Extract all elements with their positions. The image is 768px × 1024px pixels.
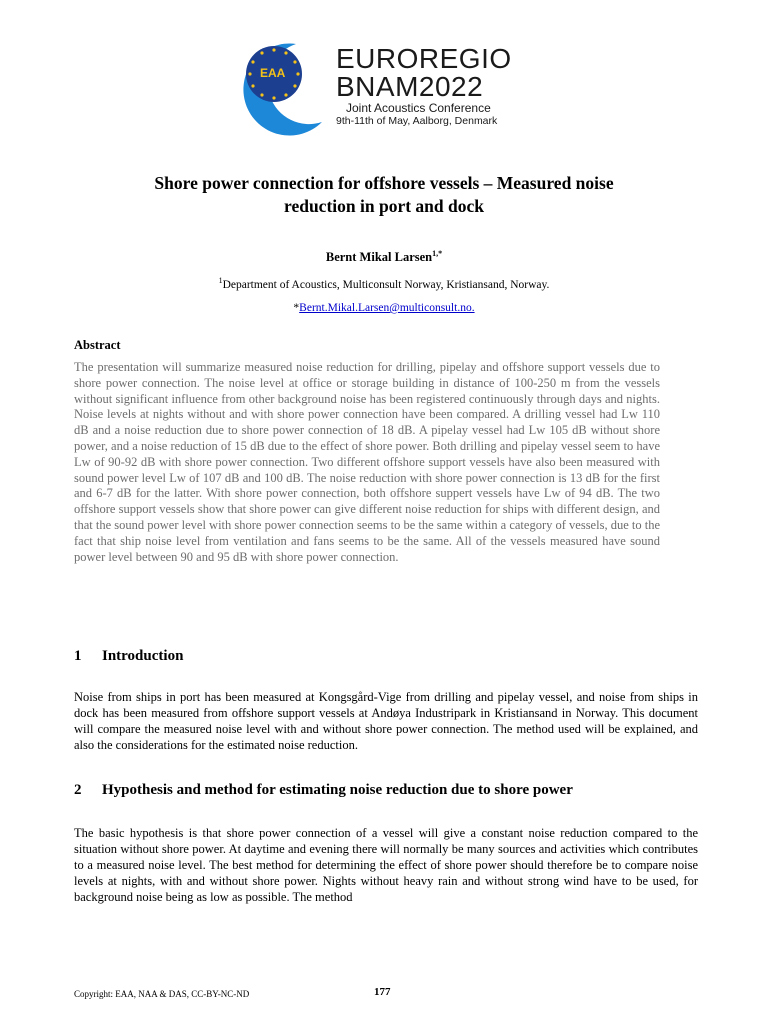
- abstract-text: The presentation will summarize measured noise reduction for drilling, pipelay and offshore support vessels due to shore power connection. The noise level at office or storage building in distance of 100-250 m from the vessels without significant influence from other background noise has been registered continuously through days and nights. Noise levels at nights without and with shore power connection have been compared. A drilling vessel had Lw 110 dB and a noise reduction due to shore power connection of 18 dB. A pipelay vessel had Lw 105 dB without shore power, and a noise reduction of 15 dB due to the effect of shore power. Both drilling and pipelay vessel seem to have Lw of 90-92 dB with shore power connection. Two different offshore support vessels have also been measured with sound power level Lw of 107 dB and 100 dB. The noise reduction with shore power connection is 13 dB for the first and 6-7 dB for the latter. With shore power connection, both offshore suppert vessels have Lw of 94 dB. The two offshore support vessels show that shore power can give different noise reduction for ships with different design, and that the sound power level with shore power connection seems to be the same within a category of vessels, due to the fact that ship noise level from ventilation and fans seems to be the same. All of the vessels measured have sound power level between 90 and 95 dB with shore power connection.: [74, 360, 660, 564]
- logo-line-4: 9th-11th of May, Aalborg, Denmark: [336, 115, 498, 127]
- logo-emblem-icon: [236, 40, 336, 136]
- logo-line-3: Joint Acoustics Conference: [346, 101, 491, 115]
- author: [74, 250, 694, 265]
- logo-line-2: BNAM2022: [336, 71, 484, 102]
- page-number: 177: [374, 986, 391, 998]
- email-line: [74, 302, 694, 314]
- title-line-2: reduction in port and dock: [284, 196, 484, 216]
- email-prefix: *: [293, 302, 300, 314]
- paper-title: [74, 172, 694, 218]
- section-1-title: Introduction: [102, 648, 184, 664]
- title-line-1: Shore power connection for offshore vessels – Measured noise: [154, 173, 614, 193]
- logo-badge-text: EAA: [260, 66, 286, 80]
- section-2-paragraph: The basic hypothesis is that shore power connection of a vessel will give a constant noise reduction compared to the situation without shore power. At daytime and evening there will normally be many sources and activities which contributes to a measured noise level. The best method for determining the effect of shore power should therefore be to compare noise levels at nights, with and without shore power. Nights without heavy rain and without strong wind have to be used, for background noise being as low as possible. The method: [74, 826, 698, 904]
- affiliation: [74, 276, 694, 291]
- logo-line-1: EUROREGIO: [336, 43, 512, 74]
- author-name: Bernt Mikal Larsen: [325, 250, 433, 264]
- abstract-heading: Abstract: [74, 338, 121, 352]
- section-2-title: Hypothesis and method for estimating noise reduction due to shore power: [102, 782, 573, 798]
- affiliation-text: Department of Acoustics, Multiconsult Norway, Kristiansand, Norway.: [222, 279, 550, 291]
- section-1-paragraph: Noise from ships in port has been measured at Kongsgård-Vige from drilling and pipelay vessel, and noise from ships in dock has been measured from offshore support vessels at Andøya Industripark in Kristiansand in Norway. This document will compare the measured noise level with and without shore power connection. The method used will be explained, and also the considerations for the estimated noise reduction.: [74, 690, 698, 752]
- email-link[interactable]: Bernt.Mikal.Larsen@multiconsult.no.: [299, 302, 475, 314]
- section-2-number: 2: [74, 782, 82, 798]
- author-sup: 1,*: [432, 248, 443, 258]
- section-1-number: 1: [74, 648, 82, 664]
- section-1-heading: [74, 648, 183, 665]
- section-2-heading: [74, 782, 573, 799]
- footer-copyright: Copyright: EAA, NAA & DAS, CC-BY-NC-ND: [74, 989, 250, 999]
- affiliation-sup: 1: [218, 276, 223, 286]
